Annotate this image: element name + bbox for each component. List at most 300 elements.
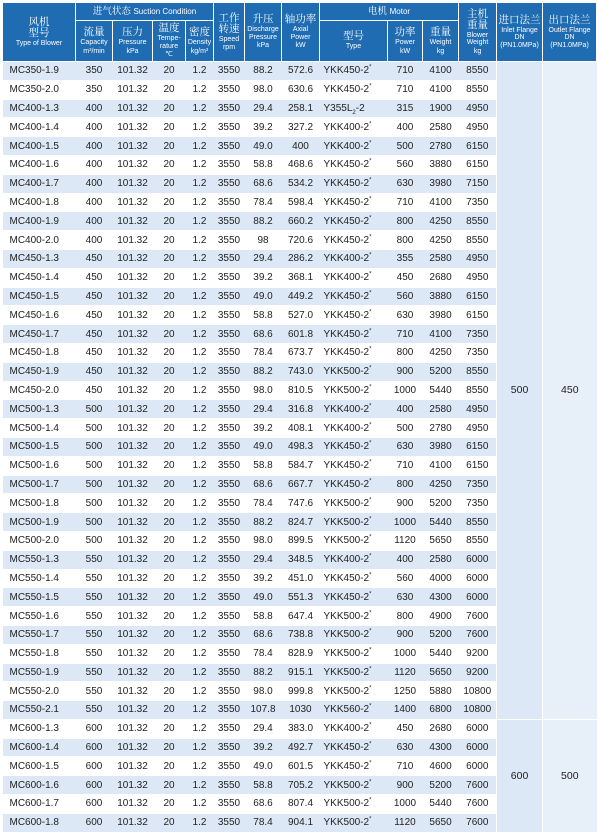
cell-pressure: 101.32 xyxy=(113,437,153,456)
cell-model: MC450-1.6 xyxy=(3,306,76,325)
header-motor-power-zh: 功率 xyxy=(394,26,416,39)
cell-axial-power: 705.2 xyxy=(282,776,320,795)
cell-axial-power: 258.1 xyxy=(282,99,320,118)
cell-blower-weight: 6000 xyxy=(459,719,497,738)
cell-discharge-pressure: 39.2 xyxy=(245,569,282,588)
cell-blower-weight: 6000 xyxy=(459,738,497,757)
cell-blower-weight: 6150 xyxy=(459,155,497,174)
cell-blower-weight: 7150 xyxy=(459,174,497,193)
cell-density: 1.2 xyxy=(186,456,214,475)
cell-capacity: 400 xyxy=(76,193,113,212)
cell-speed: 3550 xyxy=(214,287,245,306)
cell-motor-type: YKK400-2* xyxy=(320,249,388,268)
cell-model: MC400-1.7 xyxy=(3,174,76,193)
header-capacity-unit: m³/min xyxy=(83,47,105,55)
cell-motor-power: 355 xyxy=(388,249,423,268)
cell-pressure: 101.32 xyxy=(113,137,153,156)
cell-model: MC550-2.1 xyxy=(3,701,76,720)
cell-motor-power: 710 xyxy=(388,456,423,475)
cell-speed: 3550 xyxy=(214,456,245,475)
cell-axial-power: 673.7 xyxy=(282,343,320,362)
cell-capacity: 600 xyxy=(76,738,113,757)
cell-motor-weight: 4900 xyxy=(423,607,459,626)
cell-motor-power: 800 xyxy=(388,475,423,494)
cell-discharge-pressure: 29.4 xyxy=(245,400,282,419)
cell-speed: 3550 xyxy=(214,607,245,626)
header-blower-type-zh: 风机 型号 xyxy=(28,15,50,39)
cell-density: 1.2 xyxy=(186,531,214,550)
header-discharge-zh: 升压 xyxy=(252,13,274,26)
cell-density: 1.2 xyxy=(186,682,214,701)
cell-motor-type: YKK500-2* xyxy=(320,494,388,513)
cell-axial-power: 828.9 xyxy=(282,644,320,663)
cell-speed: 3550 xyxy=(214,437,245,456)
cell-motor-power: 900 xyxy=(388,362,423,381)
cell-blower-weight: 4950 xyxy=(459,268,497,287)
cell-density: 1.2 xyxy=(186,757,214,776)
cell-blower-weight: 7600 xyxy=(459,813,497,832)
cell-motor-power: 710 xyxy=(388,193,423,212)
header-density-zh: 密度 xyxy=(189,26,210,39)
cell-blower-weight: 4950 xyxy=(459,249,497,268)
cell-capacity: 600 xyxy=(76,719,113,738)
cell-axial-power: 527.0 xyxy=(282,306,320,325)
header-suction-zh: 进气状态 xyxy=(92,5,131,17)
cell-motor-weight: 2780 xyxy=(423,419,459,438)
cell-motor-type: YKK500-2* xyxy=(320,795,388,814)
cell-blower-weight: 6000 xyxy=(459,757,497,776)
header-outlet-zh: 出口法兰 xyxy=(548,13,591,26)
cell-discharge-pressure: 58.8 xyxy=(245,306,282,325)
cell-motor-type: YKK400-2* xyxy=(320,550,388,569)
header-motor-zh: 电机 xyxy=(367,5,387,17)
cell-axial-power: 286.2 xyxy=(282,249,320,268)
cell-blower-weight: 6150 xyxy=(459,437,497,456)
cell-model: MC450-1.8 xyxy=(3,343,76,362)
cell-axial-power: 915.1 xyxy=(282,663,320,682)
cell-temperature: 20 xyxy=(153,644,186,663)
header-temperature xyxy=(153,21,186,62)
cell-motor-power: 500 xyxy=(388,419,423,438)
cell-motor-power: 710 xyxy=(388,325,423,344)
cell-speed: 3550 xyxy=(214,795,245,814)
cell-motor-weight: 2580 xyxy=(423,400,459,419)
cell-speed: 3550 xyxy=(214,494,245,513)
cell-motor-type: YKK450-2* xyxy=(320,569,388,588)
cell-density: 1.2 xyxy=(186,569,214,588)
cell-motor-type: YKK500-2* xyxy=(320,531,388,550)
cell-discharge-pressure: 88.2 xyxy=(245,513,282,532)
cell-temperature: 20 xyxy=(153,795,186,814)
table-row xyxy=(3,62,597,81)
cell-motor-weight: 4100 xyxy=(423,325,459,344)
cell-discharge-pressure: 88.2 xyxy=(245,62,282,81)
cell-model: MC550-1.7 xyxy=(3,625,76,644)
cell-density: 1.2 xyxy=(186,306,214,325)
cell-pressure: 101.32 xyxy=(113,174,153,193)
cell-model: MC600-1.7 xyxy=(3,795,76,814)
cell-motor-type: YKK450-2* xyxy=(320,343,388,362)
cell-density: 1.2 xyxy=(186,62,214,81)
header-pressure-unit: kPa xyxy=(126,47,139,55)
cell-discharge-pressure: 29.4 xyxy=(245,550,282,569)
header-speed-unit: rpm xyxy=(222,44,236,52)
cell-speed: 3550 xyxy=(214,381,245,400)
header-density xyxy=(186,21,214,62)
cell-speed: 3550 xyxy=(214,644,245,663)
cell-capacity: 400 xyxy=(76,118,113,137)
cell-blower-weight: 4950 xyxy=(459,400,497,419)
cell-blower-weight: 4950 xyxy=(459,419,497,438)
cell-temperature: 20 xyxy=(153,701,186,720)
cell-model: MC450-1.3 xyxy=(3,249,76,268)
cell-motor-power: 900 xyxy=(388,494,423,513)
cell-model: MC600-1.8 xyxy=(3,813,76,832)
cell-axial-power: 408.1 xyxy=(282,419,320,438)
header-axial-power xyxy=(282,3,320,62)
cell-motor-power: 1120 xyxy=(388,813,423,832)
cell-motor-weight: 3880 xyxy=(423,155,459,174)
cell-density: 1.2 xyxy=(186,118,214,137)
cell-capacity: 500 xyxy=(76,419,113,438)
cell-discharge-pressure: 88.2 xyxy=(245,663,282,682)
cell-motor-type: YKK500-2* xyxy=(320,362,388,381)
cell-speed: 3550 xyxy=(214,475,245,494)
cell-pressure: 101.32 xyxy=(113,268,153,287)
cell-temperature: 20 xyxy=(153,174,186,193)
cell-motor-weight: 5200 xyxy=(423,362,459,381)
cell-motor-weight: 5440 xyxy=(423,381,459,400)
cell-pressure: 101.32 xyxy=(113,306,153,325)
cell-density: 1.2 xyxy=(186,513,214,532)
cell-pressure: 101.32 xyxy=(113,588,153,607)
cell-axial-power: 327.2 xyxy=(282,118,320,137)
cell-motor-weight: 2780 xyxy=(423,137,459,156)
cell-motor-type: YKK450-2* xyxy=(320,325,388,344)
cell-capacity: 550 xyxy=(76,569,113,588)
cell-temperature: 20 xyxy=(153,343,186,362)
header-axial-zh: 轴功率 xyxy=(284,13,317,26)
cell-temperature: 20 xyxy=(153,287,186,306)
blower-spec-table xyxy=(2,2,597,833)
cell-motor-weight: 5650 xyxy=(423,663,459,682)
cell-pressure: 101.32 xyxy=(113,795,153,814)
cell-density: 1.2 xyxy=(186,437,214,456)
cell-motor-type: YKK450-2* xyxy=(320,155,388,174)
cell-pressure: 101.32 xyxy=(113,644,153,663)
cell-motor-power: 450 xyxy=(388,268,423,287)
cell-pressure: 101.32 xyxy=(113,738,153,757)
header-discharge-en: Discharge Pressure xyxy=(247,26,279,41)
cell-motor-type: YKK400-2* xyxy=(320,419,388,438)
cell-temperature: 20 xyxy=(153,400,186,419)
cell-axial-power: 584.7 xyxy=(282,456,320,475)
cell-blower-weight: 6000 xyxy=(459,550,497,569)
cell-axial-power: 660.2 xyxy=(282,212,320,231)
cell-capacity: 600 xyxy=(76,813,113,832)
cell-motor-power: 800 xyxy=(388,607,423,626)
cell-pressure: 101.32 xyxy=(113,343,153,362)
cell-blower-weight: 7350 xyxy=(459,193,497,212)
cell-motor-power: 1400 xyxy=(388,701,423,720)
cell-pressure: 101.32 xyxy=(113,776,153,795)
header-capacity xyxy=(76,21,113,62)
cell-capacity: 350 xyxy=(76,62,113,81)
cell-axial-power: 383.0 xyxy=(282,719,320,738)
cell-motor-power: 630 xyxy=(388,306,423,325)
cell-density: 1.2 xyxy=(186,249,214,268)
cell-motor-type: YKK450-2* xyxy=(320,456,388,475)
cell-blower-weight: 7350 xyxy=(459,494,497,513)
cell-pressure: 101.32 xyxy=(113,813,153,832)
cell-pressure: 101.32 xyxy=(113,193,153,212)
cell-capacity: 450 xyxy=(76,306,113,325)
cell-model: MC400-1.8 xyxy=(3,193,76,212)
cell-pressure: 101.32 xyxy=(113,381,153,400)
cell-temperature: 20 xyxy=(153,663,186,682)
cell-pressure: 101.32 xyxy=(113,625,153,644)
cell-capacity: 400 xyxy=(76,155,113,174)
cell-pressure: 101.32 xyxy=(113,155,153,174)
cell-speed: 3550 xyxy=(214,419,245,438)
cell-axial-power: 348.5 xyxy=(282,550,320,569)
header-temperature-unit: ℃ xyxy=(165,51,173,59)
cell-capacity: 400 xyxy=(76,174,113,193)
header-temperature-en: Tempe- rature xyxy=(157,35,181,50)
cell-temperature: 20 xyxy=(153,813,186,832)
cell-motor-power: 560 xyxy=(388,287,423,306)
cell-model: MC550-1.8 xyxy=(3,644,76,663)
cell-axial-power: 810.5 xyxy=(282,381,320,400)
cell-discharge-pressure: 29.4 xyxy=(245,249,282,268)
cell-discharge-pressure: 29.4 xyxy=(245,719,282,738)
cell-speed: 3550 xyxy=(214,137,245,156)
cell-temperature: 20 xyxy=(153,607,186,626)
cell-axial-power: 316.8 xyxy=(282,400,320,419)
cell-pressure: 101.32 xyxy=(113,663,153,682)
cell-model: MC550-1.5 xyxy=(3,588,76,607)
cell-capacity: 400 xyxy=(76,137,113,156)
cell-axial-power: 400 xyxy=(282,137,320,156)
cell-temperature: 20 xyxy=(153,62,186,81)
cell-axial-power: 899.5 xyxy=(282,531,320,550)
cell-motor-weight: 6800 xyxy=(423,701,459,720)
cell-motor-weight: 1900 xyxy=(423,99,459,118)
cell-axial-power: 999.8 xyxy=(282,682,320,701)
cell-temperature: 20 xyxy=(153,531,186,550)
cell-pressure: 101.32 xyxy=(113,757,153,776)
cell-temperature: 20 xyxy=(153,231,186,250)
cell-temperature: 20 xyxy=(153,494,186,513)
cell-density: 1.2 xyxy=(186,174,214,193)
cell-axial-power: 492.7 xyxy=(282,738,320,757)
cell-motor-power: 400 xyxy=(388,400,423,419)
cell-axial-power: 598.4 xyxy=(282,193,320,212)
cell-capacity: 450 xyxy=(76,343,113,362)
cell-model: MC600-1.3 xyxy=(3,719,76,738)
cell-model: MC450-1.5 xyxy=(3,287,76,306)
cell-speed: 3550 xyxy=(214,231,245,250)
cell-motor-type: YKK500-2* xyxy=(320,625,388,644)
cell-speed: 3550 xyxy=(214,80,245,99)
cell-motor-weight: 4250 xyxy=(423,212,459,231)
cell-pressure: 101.32 xyxy=(113,62,153,81)
cell-axial-power: 368.1 xyxy=(282,268,320,287)
cell-density: 1.2 xyxy=(186,193,214,212)
cell-motor-type: YKK400-2* xyxy=(320,268,388,287)
cell-temperature: 20 xyxy=(153,719,186,738)
cell-model: MC550-1.4 xyxy=(3,569,76,588)
cell-blower-weight: 8550 xyxy=(459,231,497,250)
cell-pressure: 101.32 xyxy=(113,419,153,438)
cell-motor-type: YKK450-2* xyxy=(320,588,388,607)
cell-capacity: 500 xyxy=(76,456,113,475)
header-axial-unit: kW xyxy=(295,42,306,50)
cell-motor-type: YKK500-2* xyxy=(320,776,388,795)
cell-blower-weight: 6000 xyxy=(459,569,497,588)
cell-model: MC400-1.6 xyxy=(3,155,76,174)
cell-capacity: 550 xyxy=(76,588,113,607)
cell-motor-weight: 4600 xyxy=(423,757,459,776)
cell-temperature: 20 xyxy=(153,550,186,569)
cell-blower-weight: 6150 xyxy=(459,137,497,156)
cell-motor-type: YKK500-2* xyxy=(320,682,388,701)
header-motor xyxy=(320,3,459,21)
cell-density: 1.2 xyxy=(186,607,214,626)
cell-density: 1.2 xyxy=(186,588,214,607)
cell-capacity: 600 xyxy=(76,757,113,776)
header-motor-weight-unit: kg xyxy=(436,47,445,55)
cell-blower-weight: 9200 xyxy=(459,644,497,663)
cell-blower-weight: 8550 xyxy=(459,513,497,532)
cell-motor-power: 400 xyxy=(388,118,423,137)
cell-model: MC500-1.3 xyxy=(3,400,76,419)
cell-motor-power: 1120 xyxy=(388,531,423,550)
header-discharge-unit: kPa xyxy=(256,42,270,50)
cell-temperature: 20 xyxy=(153,757,186,776)
cell-pressure: 101.32 xyxy=(113,99,153,118)
cell-blower-weight: 8550 xyxy=(459,80,497,99)
cell-motor-power: 630 xyxy=(388,738,423,757)
cell-motor-power: 1120 xyxy=(388,663,423,682)
cell-motor-type: YKK450-2* xyxy=(320,475,388,494)
cell-motor-weight: 4100 xyxy=(423,456,459,475)
cell-model: MC450-1.9 xyxy=(3,362,76,381)
cell-motor-power: 630 xyxy=(388,588,423,607)
cell-motor-power: 560 xyxy=(388,569,423,588)
cell-axial-power: 824.7 xyxy=(282,513,320,532)
cell-capacity: 550 xyxy=(76,644,113,663)
cell-axial-power: 449.2 xyxy=(282,287,320,306)
cell-density: 1.2 xyxy=(186,212,214,231)
cell-temperature: 20 xyxy=(153,625,186,644)
cell-blower-weight: 8550 xyxy=(459,62,497,81)
cell-motor-weight: 4250 xyxy=(423,475,459,494)
cell-motor-weight: 2680 xyxy=(423,719,459,738)
cell-discharge-pressure: 68.6 xyxy=(245,475,282,494)
header-temperature-zh: 温度 xyxy=(158,22,180,35)
cell-model: MC400-1.9 xyxy=(3,212,76,231)
header-suction-condition xyxy=(76,3,214,21)
cell-capacity: 550 xyxy=(76,625,113,644)
cell-speed: 3550 xyxy=(214,663,245,682)
cell-motor-type: YKK400-2* xyxy=(320,400,388,419)
cell-axial-power: 630.6 xyxy=(282,80,320,99)
header-motor-en: Motor xyxy=(389,6,411,16)
cell-axial-power: 1030 xyxy=(282,701,320,720)
cell-motor-type: YKK500-2* xyxy=(320,663,388,682)
header-motor-type xyxy=(320,21,388,62)
cell-pressure: 101.32 xyxy=(113,325,153,344)
cell-temperature: 20 xyxy=(153,437,186,456)
cell-discharge-pressure: 88.2 xyxy=(245,362,282,381)
table-row xyxy=(3,719,597,738)
cell-discharge-pressure: 58.8 xyxy=(245,155,282,174)
cell-axial-power: 451.0 xyxy=(282,569,320,588)
cell-discharge-pressure: 39.2 xyxy=(245,268,282,287)
header-blower-weight-unit: kg xyxy=(473,47,482,55)
cell-model: MC550-1.3 xyxy=(3,550,76,569)
cell-discharge-pressure: 98.0 xyxy=(245,381,282,400)
cell-pressure: 101.32 xyxy=(113,400,153,419)
cell-speed: 3550 xyxy=(214,118,245,137)
header-discharge-pressure xyxy=(245,3,282,62)
cell-motor-power: 900 xyxy=(388,776,423,795)
cell-axial-power: 551.3 xyxy=(282,588,320,607)
cell-temperature: 20 xyxy=(153,682,186,701)
cell-temperature: 20 xyxy=(153,118,186,137)
cell-motor-weight: 3980 xyxy=(423,174,459,193)
cell-motor-power: 800 xyxy=(388,212,423,231)
cell-outlet-flange: 450 xyxy=(543,62,597,720)
cell-pressure: 101.32 xyxy=(113,682,153,701)
cell-discharge-pressure: 78.4 xyxy=(245,193,282,212)
cell-temperature: 20 xyxy=(153,268,186,287)
cell-temperature: 20 xyxy=(153,306,186,325)
cell-density: 1.2 xyxy=(186,644,214,663)
cell-motor-power: 630 xyxy=(388,437,423,456)
cell-inlet-flange: 600 xyxy=(497,719,543,832)
cell-capacity: 500 xyxy=(76,513,113,532)
cell-density: 1.2 xyxy=(186,155,214,174)
cell-motor-weight: 5440 xyxy=(423,795,459,814)
cell-pressure: 101.32 xyxy=(113,249,153,268)
cell-capacity: 550 xyxy=(76,701,113,720)
cell-outlet-flange: 500 xyxy=(543,719,597,832)
cell-pressure: 101.32 xyxy=(113,719,153,738)
cell-speed: 3550 xyxy=(214,682,245,701)
cell-discharge-pressure: 58.8 xyxy=(245,607,282,626)
cell-speed: 3550 xyxy=(214,757,245,776)
header-motor-power xyxy=(388,21,423,62)
cell-motor-weight: 2580 xyxy=(423,249,459,268)
header-blower-weight-zh: 主机 重量 xyxy=(467,7,489,31)
cell-speed: 3550 xyxy=(214,550,245,569)
cell-blower-weight: 6000 xyxy=(459,588,497,607)
cell-density: 1.2 xyxy=(186,99,214,118)
header-capacity-zh: 流量 xyxy=(83,26,105,39)
cell-density: 1.2 xyxy=(186,231,214,250)
cell-temperature: 20 xyxy=(153,776,186,795)
cell-motor-type: YKK450-2* xyxy=(320,306,388,325)
cell-model: MC600-1.6 xyxy=(3,776,76,795)
cell-axial-power: 601.8 xyxy=(282,325,320,344)
cell-motor-weight: 4100 xyxy=(423,80,459,99)
cell-pressure: 101.32 xyxy=(113,118,153,137)
cell-model: MC500-1.9 xyxy=(3,513,76,532)
cell-motor-power: 400 xyxy=(388,550,423,569)
cell-blower-weight: 4950 xyxy=(459,118,497,137)
